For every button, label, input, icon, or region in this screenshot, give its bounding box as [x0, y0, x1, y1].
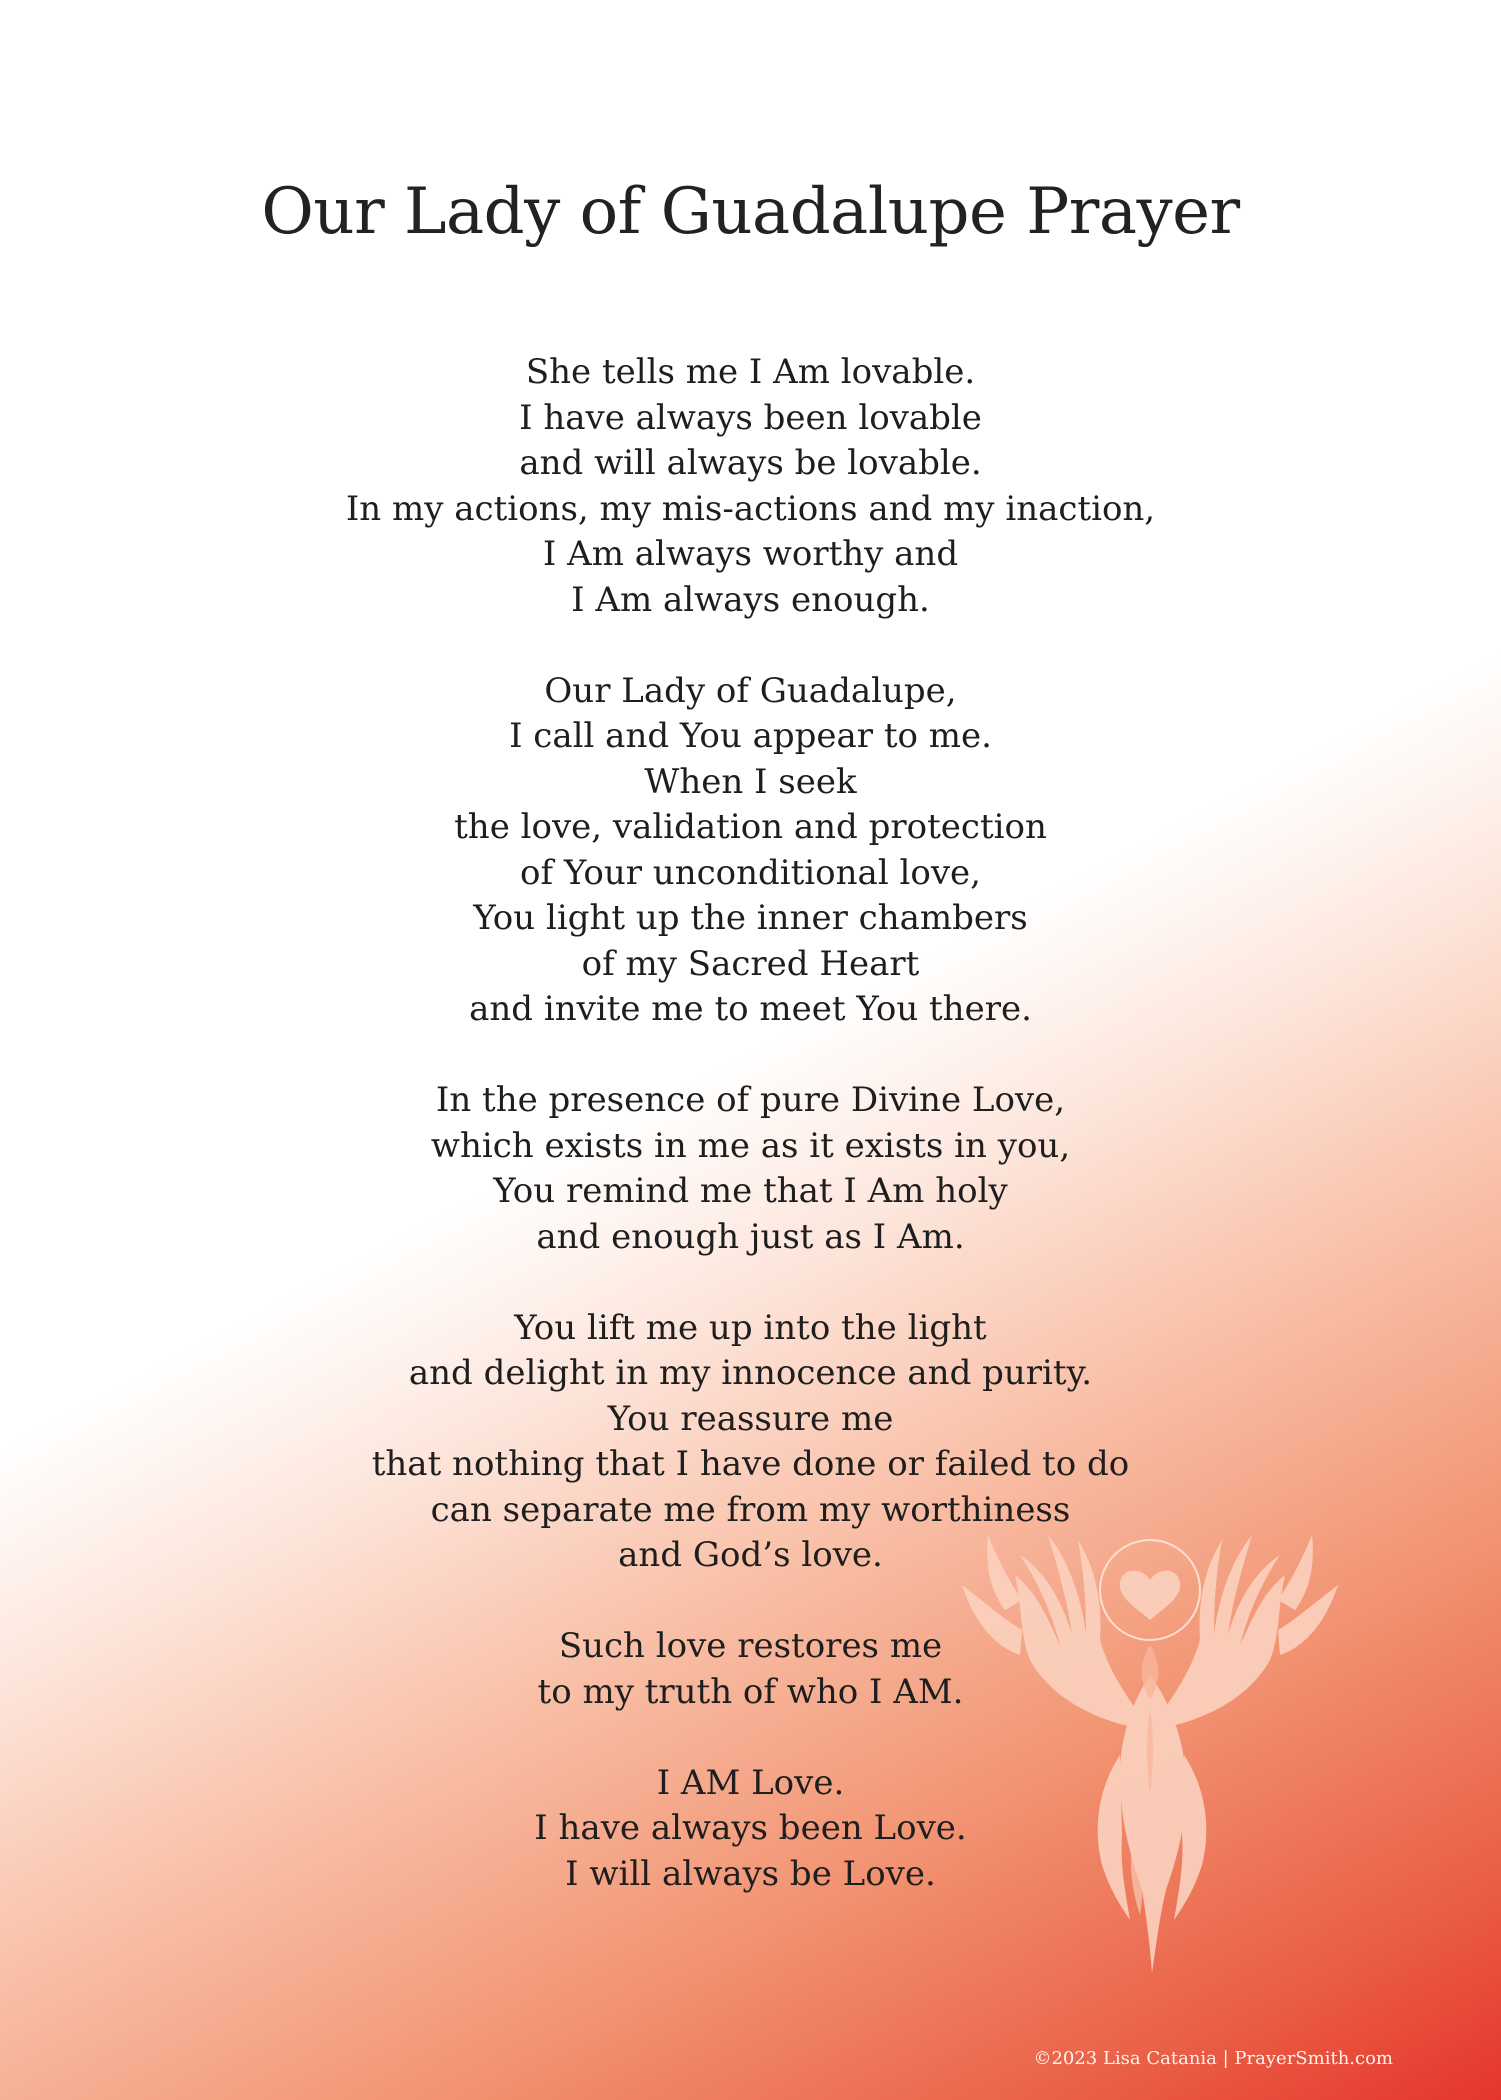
prayer-line: and invite me to meet You there. [469, 989, 1032, 1029]
prayer-line: When I seek [644, 761, 857, 802]
prayer-line: that nothing that I have done or failed to do [371, 1444, 1130, 1484]
stanza [0, 350, 1501, 623]
prayer-line: and enough just as I Am. [536, 1216, 965, 1257]
stanza [0, 669, 1501, 1033]
prayer-line: and delight in my innocence and purity. [408, 1353, 1093, 1393]
prayer-line: I call and You appear to me. [509, 716, 992, 756]
prayer-line: and God’s love. [618, 1535, 883, 1575]
prayer-line: I Am always enough. [571, 579, 930, 620]
prayer-line: and will always be lovable. [519, 443, 982, 483]
prayer-line: which exists in me as it exists in you, [430, 1125, 1071, 1166]
prayer-line: In the presence of pure Divine Love, [435, 1080, 1066, 1120]
prayer-line: You light up the inner chambers [473, 898, 1028, 938]
prayer-line: You reassure me [607, 1398, 894, 1439]
prayer-line: You lift me up into the light [514, 1307, 987, 1348]
page-title: Our Lady of Guadalupe Prayer [261, 175, 1240, 249]
prayer-line: She tells me I Am lovable. [525, 352, 976, 392]
copyright-footer: ©2023 Lisa Catania | PrayerSmith.com [1033, 2048, 1393, 2069]
prayer-line: I AM Love. [656, 1762, 845, 1803]
prayer-line: You remind me that I Am holy [493, 1171, 1008, 1211]
prayer-line: the love, validation and protection [454, 807, 1047, 847]
prayer-line: I have always been lovable [519, 397, 982, 438]
prayer-line: In my actions, my mis-actions and my inaction, [345, 488, 1156, 529]
prayer-line: of Your unconditional love, [520, 852, 981, 893]
angel-with-heart-halo-icon [960, 1495, 1340, 1975]
prayer-line: I Am always worthy and [542, 534, 959, 574]
prayer-line: Our Lady of Guadalupe, [544, 670, 957, 711]
stanza [0, 1078, 1501, 1260]
prayer-line: I have always been Love. [534, 1808, 967, 1848]
prayer-line: Such love restores me [558, 1626, 943, 1666]
prayer-line: can separate me from my worthiness [430, 1489, 1071, 1530]
prayer-line: I will always be Love. [565, 1853, 936, 1894]
prayer-line: of my Sacred Heart [581, 943, 920, 984]
prayer-line: to my truth of who I AM. [537, 1671, 964, 1712]
